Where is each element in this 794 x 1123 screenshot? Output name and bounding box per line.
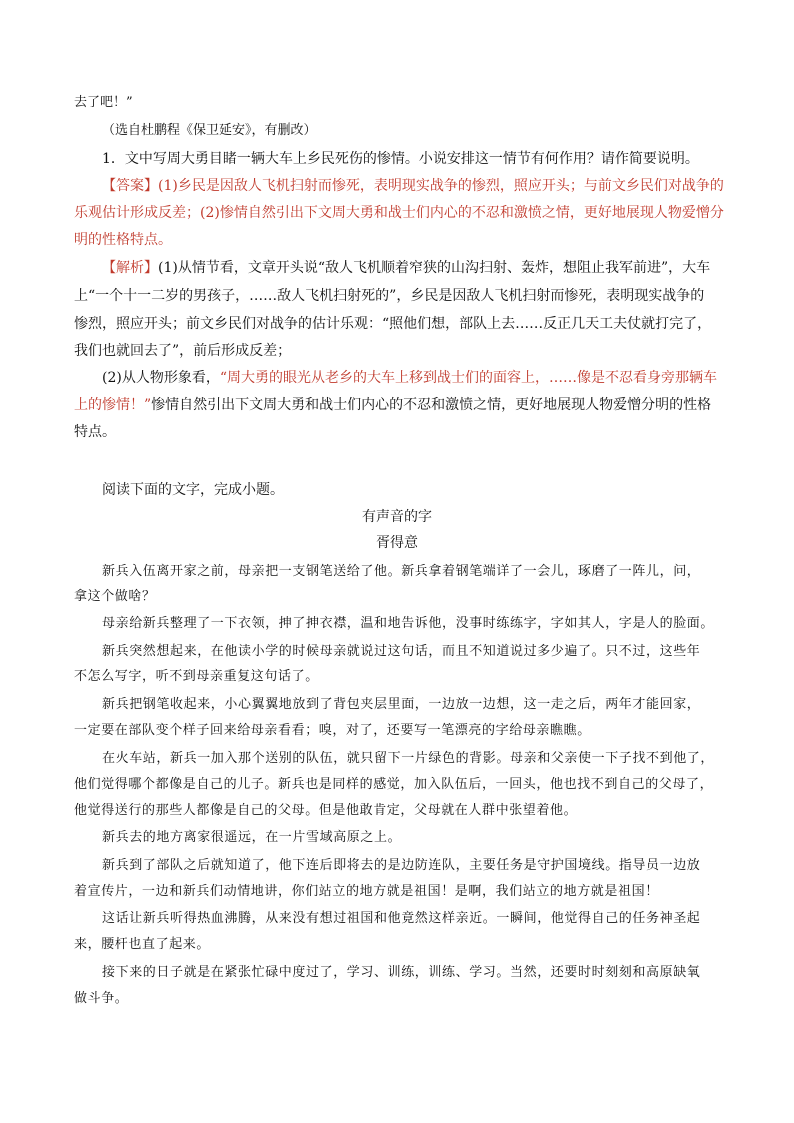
reading-intro: 阅读下面的文字，完成小题。	[102, 482, 284, 498]
reading-author: 胥得意	[376, 535, 418, 551]
reading-line: 新兵入伍离开家之前，母亲把一支钢笔送给了他。新兵拿着钢笔端详了一会儿，琢磨了一阵儿，问，	[102, 564, 701, 579]
reading-line: 新兵把钢笔收起来，小心翼翼地放到了背包夹层里面，一边放一边想，这一走之后，两年才能回家，	[102, 697, 701, 712]
analysis-text-6a: 上的惨情！”	[74, 397, 152, 413]
reading-line: 新兵到了部队之后就知道了，他下连后即将去的是边防连队，主要任务是守护国境线。指导员一边放	[102, 858, 701, 873]
analysis-line-4: 我们也就回去了”，前后形成反差；	[74, 343, 292, 359]
reading-line: 这话让新兵听得热血沸腾，从来没有想过祖国和他竟然这样亲近。一瞬间，他觉得自己的任务神圣起	[102, 911, 701, 926]
reading-line: 他们觉得哪个都像是自己的儿子。新兵也是同样的感觉，加入队伍后，一回头，他也找不到自己的父母了，	[74, 777, 714, 792]
analysis-tag: 【解析】	[102, 260, 158, 276]
reading-line: 不怎么写字，听不到母亲重复这句话了。	[74, 669, 319, 684]
reading-line: 做斗争。	[74, 991, 129, 1006]
reading-line: 新兵突然想起来，在他读小学的时候母亲就说过这句话，而且不知道说过多少遍了。只不过，这些年	[102, 644, 701, 659]
answer-line-1	[102, 175, 724, 197]
reading-line: 来，腰杆也直了起来。	[74, 937, 211, 952]
passage-line-end: 去了吧！”	[74, 95, 133, 110]
analysis-line-3: 惨烈，照应开头；前文乡民们对战争的估计乐观：“照他们想，部队上去……反正几天工夫仗就打完了，	[74, 316, 712, 332]
analysis-text-6b: 惨情自然引出下文周大勇和战士们内心的不忍和激愤之情，更好地展现人物爱憎分明的性格	[151, 397, 712, 413]
question-1: 1．文中写周大勇目睹一辆大车上乡民死伤的惨情。小说安排这一情节有何作用？请作简要说明。	[102, 151, 699, 167]
reading-line: 新兵去的地方离家很遥远，在一片雪域高原之上。	[102, 830, 402, 845]
answer-text-1: (1)乡民是因敌人飞机扫射而惨死，表明现实战争的惨烈，照应开头；与前文乡民们对战争的	[158, 178, 724, 194]
answer-tag: 【答案】	[102, 178, 158, 194]
answer-line-3: 明的性格特点。	[74, 232, 172, 248]
reading-title: 有声音的字	[362, 509, 432, 525]
reading-line: 在火车站，新兵一加入那个送别的队伍，就只留下一片绿色的背影。母亲和父亲使一下子找不到他了，	[102, 751, 715, 766]
reading-line: 接下来的日子就是在紧张忙碌中度过了，学习、训练，训练、学习。当然，还要时时刻刻和高原缺氧	[102, 965, 701, 980]
reading-line: 着宣传片，一边和新兵们动情地讲，你们站立的地方就是祖国！是啊，我们站立的地方就是祖国！	[74, 884, 659, 899]
analysis-text-1: (1)从情节看，文章开头说“敌人飞机顺着窄狭的山沟扫射、轰炸，想阻止我军前进”，大车	[158, 260, 711, 276]
answer-line-2: 乐观估计形成反差；(2)惨情自然引出下文周大勇和战士们内心的不忍和激愤之情，更好地展现人物爱憎分	[74, 205, 724, 221]
analysis-line-7: 特点。	[74, 424, 116, 440]
source-note: （选自杜鹏程《保卫延安》，有删改）	[102, 123, 317, 138]
reading-line: 母亲给新兵整理了一下衣领，抻了抻衣襟，温和地告诉他，没事时练练字，字如其人，字是人的脸面。	[102, 616, 715, 631]
reading-line: 拿这个做啥？	[74, 589, 156, 604]
reading-line: 他觉得送行的那些人都像是自己的父母。但是他敢肯定，父母就在人群中张望着他。	[74, 803, 578, 818]
analysis-text-5b: “周大勇的眼光从老乡的大车上移到战士们的面容上，……像是不忍看身旁那辆车	[219, 370, 717, 386]
reading-line: 一定要在部队变个样子回来给母亲看看；嗅，对了，还要写一笔漂亮的字给母亲瞧瞧。	[74, 723, 591, 738]
analysis-line-1	[102, 257, 710, 279]
analysis-text-5a: (2)从人物形象看，	[102, 370, 220, 386]
analysis-line-2: 上“一个十一二岁的男孩子，……敌人飞机扫射死的”，乡民是因敌人飞机扫射而惨死，表明现实战争的	[74, 288, 705, 304]
analysis-line-5	[102, 367, 717, 389]
analysis-line-6	[74, 394, 711, 416]
